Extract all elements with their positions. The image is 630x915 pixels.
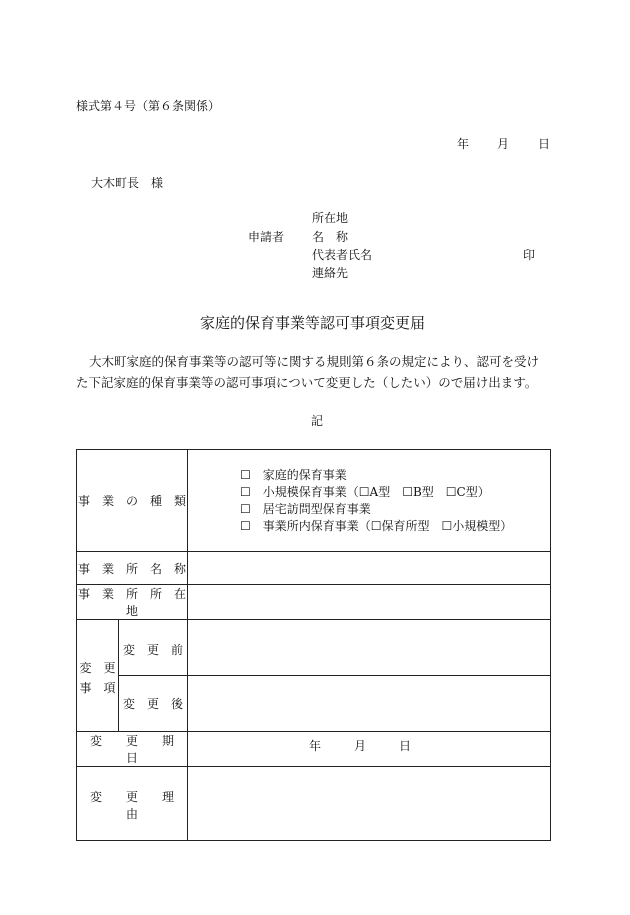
applicant-label: 申請者 (248, 230, 285, 244)
date-day-label: 日 (538, 137, 551, 151)
change-reason-row (77, 767, 551, 841)
business-type-row (77, 450, 551, 552)
before-label: 変 更 前 (119, 620, 188, 676)
facility-address-label: 事 業 所 所 在 地 (77, 585, 188, 620)
facility-name-value[interactable] (188, 552, 551, 585)
facility-name-label: 事 業 所 名 称 (77, 552, 188, 585)
facility-name-row (77, 552, 551, 585)
date-year-label: 年 (457, 137, 470, 151)
applicant-representative-label: 代表者氏名 (312, 248, 373, 262)
after-label: 変 更 後 (119, 676, 188, 732)
facility-address-row (77, 585, 551, 620)
body-line-1: 大木町家庭的保育事業等の認可等に関する規則第６条の規定により、認可を受け (89, 354, 540, 369)
option-small-scale-daycare[interactable]: ☐ 小規模保育事業（☐A型 ☐B型 ☐C型） (240, 484, 490, 499)
facility-address-value[interactable] (188, 585, 551, 620)
change-items-label (77, 620, 119, 732)
form-number: 様式第４号（第６条関係） (76, 99, 221, 113)
change-date-year: 年 (309, 739, 322, 753)
document-title: 家庭的保育事業等認可事項変更届 (200, 314, 426, 332)
option-family-daycare[interactable]: ☐ 家庭的保育事業 (240, 467, 347, 482)
change-after-row (77, 676, 551, 732)
before-value[interactable] (188, 620, 551, 676)
option-workplace-daycare[interactable]: ☐ 事業所内保育事業（☐保育所型 ☐小規模型） (240, 518, 513, 533)
body-line-2: た下記家庭的保育事業等の認可事項について変更した（したい）ので届け出ます。 (76, 375, 538, 390)
addressee: 大木町長 様 (91, 176, 164, 190)
change-reason-label: 変 更 理 由 (77, 767, 188, 841)
change-form-table (76, 449, 551, 841)
ki-heading: 記 (311, 414, 324, 428)
business-type-options (188, 450, 551, 552)
change-items-label-line1: 変 更 (79, 660, 116, 675)
option-home-visit-daycare[interactable]: ☐ 居宅訪問型保育事業 (240, 501, 371, 516)
change-reason-value[interactable] (188, 767, 551, 841)
applicant-name-label: 名 称 (312, 230, 349, 244)
change-before-row (77, 620, 551, 676)
after-value[interactable] (188, 676, 551, 732)
change-items-label-line2: 事 項 (79, 680, 116, 695)
change-date-value[interactable] (188, 732, 551, 767)
applicant-address-label: 所在地 (312, 211, 349, 225)
change-date-day: 日 (399, 739, 412, 753)
change-date-month: 月 (354, 739, 367, 753)
business-type-label: 事 業 の 種 類 (77, 450, 188, 552)
change-date-label: 変 更 期 日 (77, 732, 188, 767)
date-month-label: 月 (497, 137, 510, 151)
seal-mark: 印 (523, 248, 536, 262)
change-date-row (77, 732, 551, 767)
applicant-contact-label: 連絡先 (312, 266, 349, 280)
